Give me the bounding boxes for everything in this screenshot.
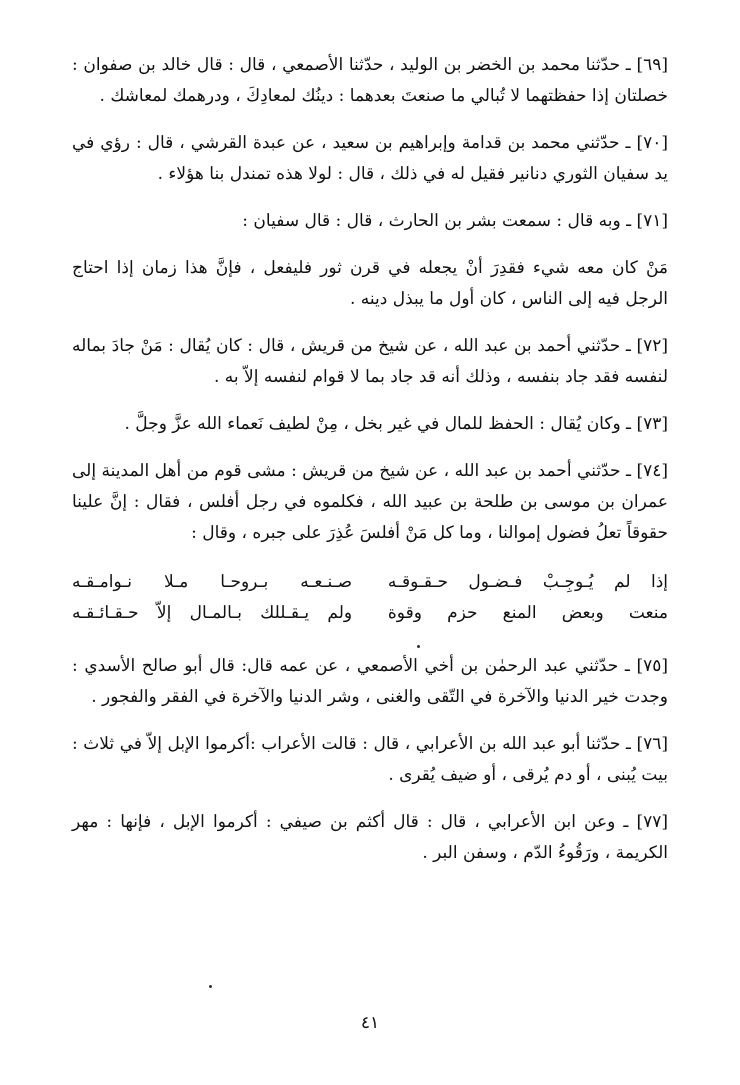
paragraph-71 [72, 206, 668, 237]
paragraph-75 [72, 651, 668, 713]
paragraphs-block-2 [72, 651, 668, 869]
hadith-number: [٧٣] [636, 414, 668, 434]
paragraph-72 [72, 331, 668, 393]
ink-speck [209, 985, 212, 988]
hadith-number: [٧٥] [636, 656, 668, 676]
paragraph-text: ـ حدّثني محمد بن قدامة وإبراهيم بن سعيد ، عن عبدة القرشي ، قال : رؤي في يد سفيان الثوري دنانير فقيل له في ذلك ، قال : لولا هذه تمندل بنا هؤلاء . [72, 133, 668, 184]
paragraph-text: ـ وكان يُقال : الحفظ للمال في غير بخل ، مِنْ لطيف نَعماء الله عزَّ وجلَّ . [124, 414, 637, 434]
hadith-number: [٦٩] [636, 55, 668, 75]
paragraphs-block-1 [72, 50, 668, 549]
paragraph-73 [72, 409, 668, 440]
hadith-number: [٧٠] [636, 133, 668, 153]
paragraph-70 [72, 128, 668, 190]
poem-verse [72, 567, 668, 598]
poem-hemistich-left: ولم يـقـللك بـالمـال إلاّ حـقـائـقـه [72, 603, 353, 623]
paragraph-text: ـ حدّثني أحمد بن عبد الله ، عن شيخ من قريش ، قال : كان يُقال : مَنْ جادَ بماله لنفسه فقد جاد بنفسه ، وذلك أنه قد جاد بما لا قوام لنفسه إلاّ به . [72, 336, 668, 387]
paragraph-text: مَنْ كان معه شيء فقدِرَ أنْ يجعله في قرن ثور فليفعل ، فإنَّ هذا زمان إذا احتاج الرجل فيه إلى الناس ، كان أول ما يبذل دينه . [72, 258, 668, 309]
poem-hemistich-right: منعت وبعض المنع حزم وقوة [387, 603, 668, 623]
paragraph-text: ـ وعن ابن الأعرابي ، قال : قال أكثم بن صيفي : أكرموا الإبل ، فإنها : مهر الكريمة ، ورَقُوءُ الدّم ، وسفن البر . [72, 812, 668, 863]
hadith-number: [٧٢] [636, 336, 668, 356]
paragraph-71-quote [72, 253, 668, 315]
paragraph-text: ـ حدّثني عبد الرحمٰن بن أخي الأصمعي ، عن عمه قال: قال أبو صالح الأسدي : وجدت خير الدنيا والآخرة في التّقى والغنى ، وشر الدنيا والآخرة في الفقر والفجور . [72, 656, 668, 707]
poem-hemistich-right: إذا لم يُـوجِـبْ فـضـول حـقـوقـه [387, 572, 668, 592]
paragraph-76 [72, 729, 668, 791]
paragraph-text: ـ وبه قال : سمعت بشر بن الحارث ، قال : قال سفيان : [242, 211, 637, 231]
poem-verse [72, 598, 668, 629]
paragraph-69 [72, 50, 668, 112]
ink-speck [417, 645, 420, 648]
paragraph-74 [72, 456, 668, 549]
poem-hemistich-left: صـنـعـه بـروحـا مـلا نـوامـقـه [72, 572, 353, 592]
paragraph-text: ـ حدّثني أحمد بن عبد الله ، عن شيخ من قريش : مشى قوم من أهل المدينة إلى عمران بن موسى بن طلحة بن عبيد الله ، فكلموه في رجل أفلس ، فقال : إنَّ علينا حقوقاً تعلُ فضول إموالنا ، وما كل مَنْ أفلسَ عُذِرَ على جبره ، وقال : [72, 461, 668, 543]
hadith-number: [٧٦] [636, 734, 668, 754]
paragraph-text: ـ حدّثنا أبو عبد الله بن الأعرابي ، قال : قالت الأعراب :أكرموا الإبل إلاّ في ثلاث : بيت يُبنى ، أو دم يُرقى ، أو ضيف يُقرى . [72, 734, 668, 785]
hadith-number: [٧١] [636, 211, 668, 231]
paragraph-77 [72, 807, 668, 869]
hadith-number: [٧٤] [636, 461, 668, 481]
page-number: ٤١ [360, 1013, 380, 1033]
poem [72, 567, 668, 629]
paragraph-text: ـ حدّثنا محمد بن الخضر بن الوليد ، حدّثنا الأصمعي ، قال : قال خالد بن صفوان : خصلتان إذا حفظتهما لا تُبالي ما صنعتَ بعدهما : دينُك لمعادِكَ ، ودرهمك لمعاشك . [72, 55, 668, 106]
hadith-number: [٧٧] [636, 812, 668, 832]
